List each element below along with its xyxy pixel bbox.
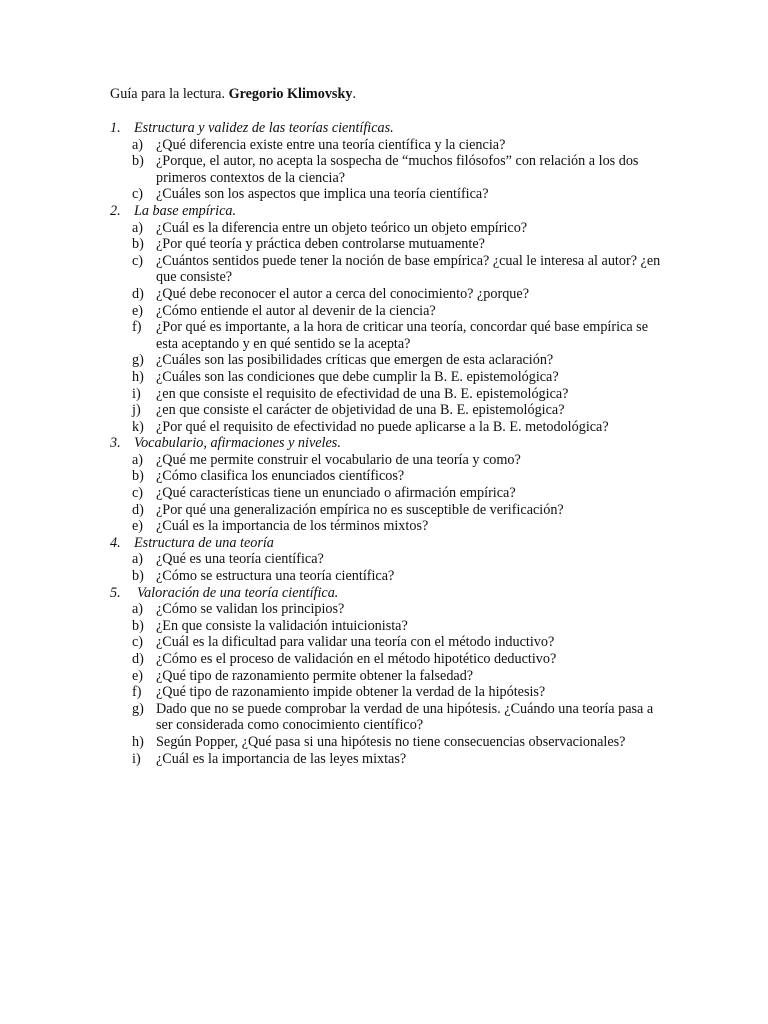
section-header — [110, 585, 670, 602]
section-5 — [110, 585, 670, 768]
section-number: 4. — [110, 534, 121, 551]
question-text: ¿Cómo se validan los principios? — [156, 601, 345, 618]
question-letter: i) — [132, 750, 141, 767]
question-letter: e) — [132, 518, 144, 535]
question-item — [110, 751, 670, 768]
question-letter: d) — [132, 651, 144, 667]
question-text: ¿Cómo se estructura una teoría científica? — [156, 568, 395, 585]
question-letter: f) — [132, 684, 142, 701]
question-item — [110, 236, 670, 253]
question-letter: b) — [132, 617, 144, 634]
question-item — [110, 253, 670, 286]
question-item — [110, 518, 670, 535]
question-item — [110, 386, 670, 403]
question-text: ¿Cómo entiende el autor al devenir de la ciencia? — [156, 302, 436, 319]
question-letter: b) — [132, 468, 144, 485]
question-letter: a) — [132, 601, 144, 618]
question-letter: a) — [132, 219, 144, 236]
document-heading — [110, 86, 356, 103]
question-item — [110, 651, 670, 668]
heading-author: Gregorio Klimovsky — [228, 86, 353, 102]
question-item — [110, 369, 670, 386]
question-text: ¿Qué debe reconocer el autor a cerca del conocimiento? ¿porque? — [156, 285, 529, 302]
question-item — [110, 186, 670, 203]
question-text: ¿Cómo es el proceso de validación en el método hipotético deductivo? — [156, 651, 557, 667]
question-text: ¿Por qué es importante, a la hora de criticar una teoría, concordar qué base empírica se esta aceptando y en qué sentido se la acepta? — [156, 319, 649, 352]
question-letter: c) — [132, 186, 144, 203]
question-item — [110, 153, 670, 186]
section-title: Estructura y validez de las teorías científicas. — [134, 120, 394, 136]
question-item — [110, 701, 670, 734]
question-item — [110, 137, 670, 154]
question-letter: c) — [132, 485, 144, 502]
question-letter: k) — [132, 418, 144, 435]
question-letter: g) — [132, 700, 144, 717]
question-item — [110, 303, 670, 320]
question-letter: c) — [132, 634, 144, 651]
section-title: Vocabulario, afirmaciones y niveles. — [134, 435, 341, 452]
question-letter: j) — [132, 402, 141, 419]
section-4 — [110, 535, 670, 585]
question-text: ¿Cuáles son los aspectos que implica una teoría científica? — [156, 186, 489, 203]
section-number: 3. — [110, 435, 121, 452]
question-item — [110, 568, 670, 585]
question-text: Según Popper, ¿Qué pasa si una hipótesis no tiene consecuencias observacionales? — [156, 733, 626, 750]
question-letter: b) — [132, 568, 144, 585]
section-header — [110, 535, 670, 552]
question-letter: b) — [132, 236, 144, 253]
section-title: Estructura de una teoría — [134, 534, 274, 551]
question-text: ¿Qué tipo de razonamiento permite obtener la falsedad? — [156, 667, 474, 684]
question-text: ¿en que consiste el requisito de efectividad de una B. E. epistemológica? — [156, 385, 569, 402]
question-item — [110, 618, 670, 635]
question-text: Dado que no se puede comprobar la verdad de una hipótesis. ¿Cuándo una teoría pasa a ser considerada como conocimiento científico? — [156, 700, 654, 734]
section-number: 1. — [110, 120, 121, 136]
question-text: ¿Cuál es la importancia de los términos mixtos? — [156, 518, 429, 535]
heading-suffix: . — [352, 86, 356, 102]
question-item — [110, 452, 670, 469]
question-letter: a) — [132, 451, 144, 468]
question-item — [110, 734, 670, 751]
question-item — [110, 468, 670, 485]
question-item — [110, 634, 670, 651]
section-2 — [110, 203, 670, 435]
question-letter: a) — [132, 136, 144, 153]
question-item — [110, 668, 670, 685]
question-item — [110, 601, 670, 618]
question-item — [110, 551, 670, 568]
section-header — [110, 120, 670, 137]
question-text: ¿Cuál es la dificultad para validar una teoría con el método inductivo? — [156, 634, 555, 651]
question-text: ¿Por qué teoría y práctica deben controlarse mutuamente? — [156, 236, 485, 253]
question-item — [110, 684, 670, 701]
question-letter: d) — [132, 285, 144, 302]
question-letter: h) — [132, 368, 144, 385]
question-item — [110, 419, 670, 436]
question-text: ¿Cuáles son las posibilidades críticas que emergen de esta aclaración? — [156, 352, 554, 369]
question-item — [110, 352, 670, 369]
section-header — [110, 203, 670, 220]
section-number: 5. — [110, 584, 121, 601]
question-text: ¿Qué características tiene un enunciado o afirmación empírica? — [156, 485, 516, 502]
section-title: La base empírica. — [134, 202, 237, 219]
question-text: ¿en que consiste el carácter de objetividad de una B. E. epistemológica? — [156, 402, 565, 419]
question-text: ¿Qué tipo de razonamiento impide obtener la verdad de la hipótesis? — [156, 684, 546, 701]
question-letter: b) — [132, 153, 144, 170]
question-letter: h) — [132, 733, 144, 750]
question-item — [110, 502, 670, 519]
question-letter: i) — [132, 385, 141, 402]
question-text: ¿Cuáles son las condiciones que debe cumplir la B. E. epistemológica? — [156, 368, 559, 385]
question-text: ¿Porque, el autor, no acepta la sospecha de “muchos filósofos” con relación a los dos primeros contextos de la ciencia? — [156, 153, 639, 186]
heading-prefix: Guía para la lectura. — [110, 86, 229, 102]
question-letter: c) — [132, 252, 144, 269]
question-text: ¿En que consiste la validación intuicionista? — [156, 617, 408, 634]
question-text: ¿Por qué el requisito de efectividad no puede aplicarse a la B. E. metodológica? — [156, 418, 609, 435]
question-item — [110, 485, 670, 502]
section-number: 2. — [110, 202, 121, 219]
question-letter: g) — [132, 352, 144, 369]
question-letter: a) — [132, 551, 144, 568]
question-text: ¿Por qué una generalización empírica no es susceptible de verificación? — [156, 501, 564, 518]
question-text: ¿Qué diferencia existe entre una teoría científica y la ciencia? — [156, 136, 506, 153]
section-1 — [110, 120, 670, 203]
question-text: ¿Cuál es la diferencia entre un objeto teórico un objeto empírico? — [156, 219, 528, 236]
question-text: ¿Qué es una teoría científica? — [156, 551, 324, 568]
question-text: ¿Qué me permite construir el vocabulario de una teoría y como? — [156, 451, 521, 468]
question-text: ¿Cuál es la importancia de las leyes mixtas? — [156, 750, 407, 767]
question-list — [110, 120, 670, 767]
section-3 — [110, 435, 670, 535]
question-item — [110, 319, 670, 352]
question-item — [110, 220, 670, 237]
question-text: ¿Cómo clasifica los enunciados científicos? — [156, 468, 405, 485]
section-title: Valoración de una teoría científica. — [137, 584, 339, 601]
section-header — [110, 435, 670, 452]
question-letter: f) — [132, 319, 142, 336]
question-item — [110, 402, 670, 419]
question-letter: e) — [132, 667, 144, 684]
question-item — [110, 286, 670, 303]
question-letter: d) — [132, 501, 144, 518]
question-letter: e) — [132, 302, 144, 319]
question-text: ¿Cuántos sentidos puede tener la noción de base empírica? ¿cual le interesa al autor? ¿en que consiste? — [156, 252, 661, 286]
